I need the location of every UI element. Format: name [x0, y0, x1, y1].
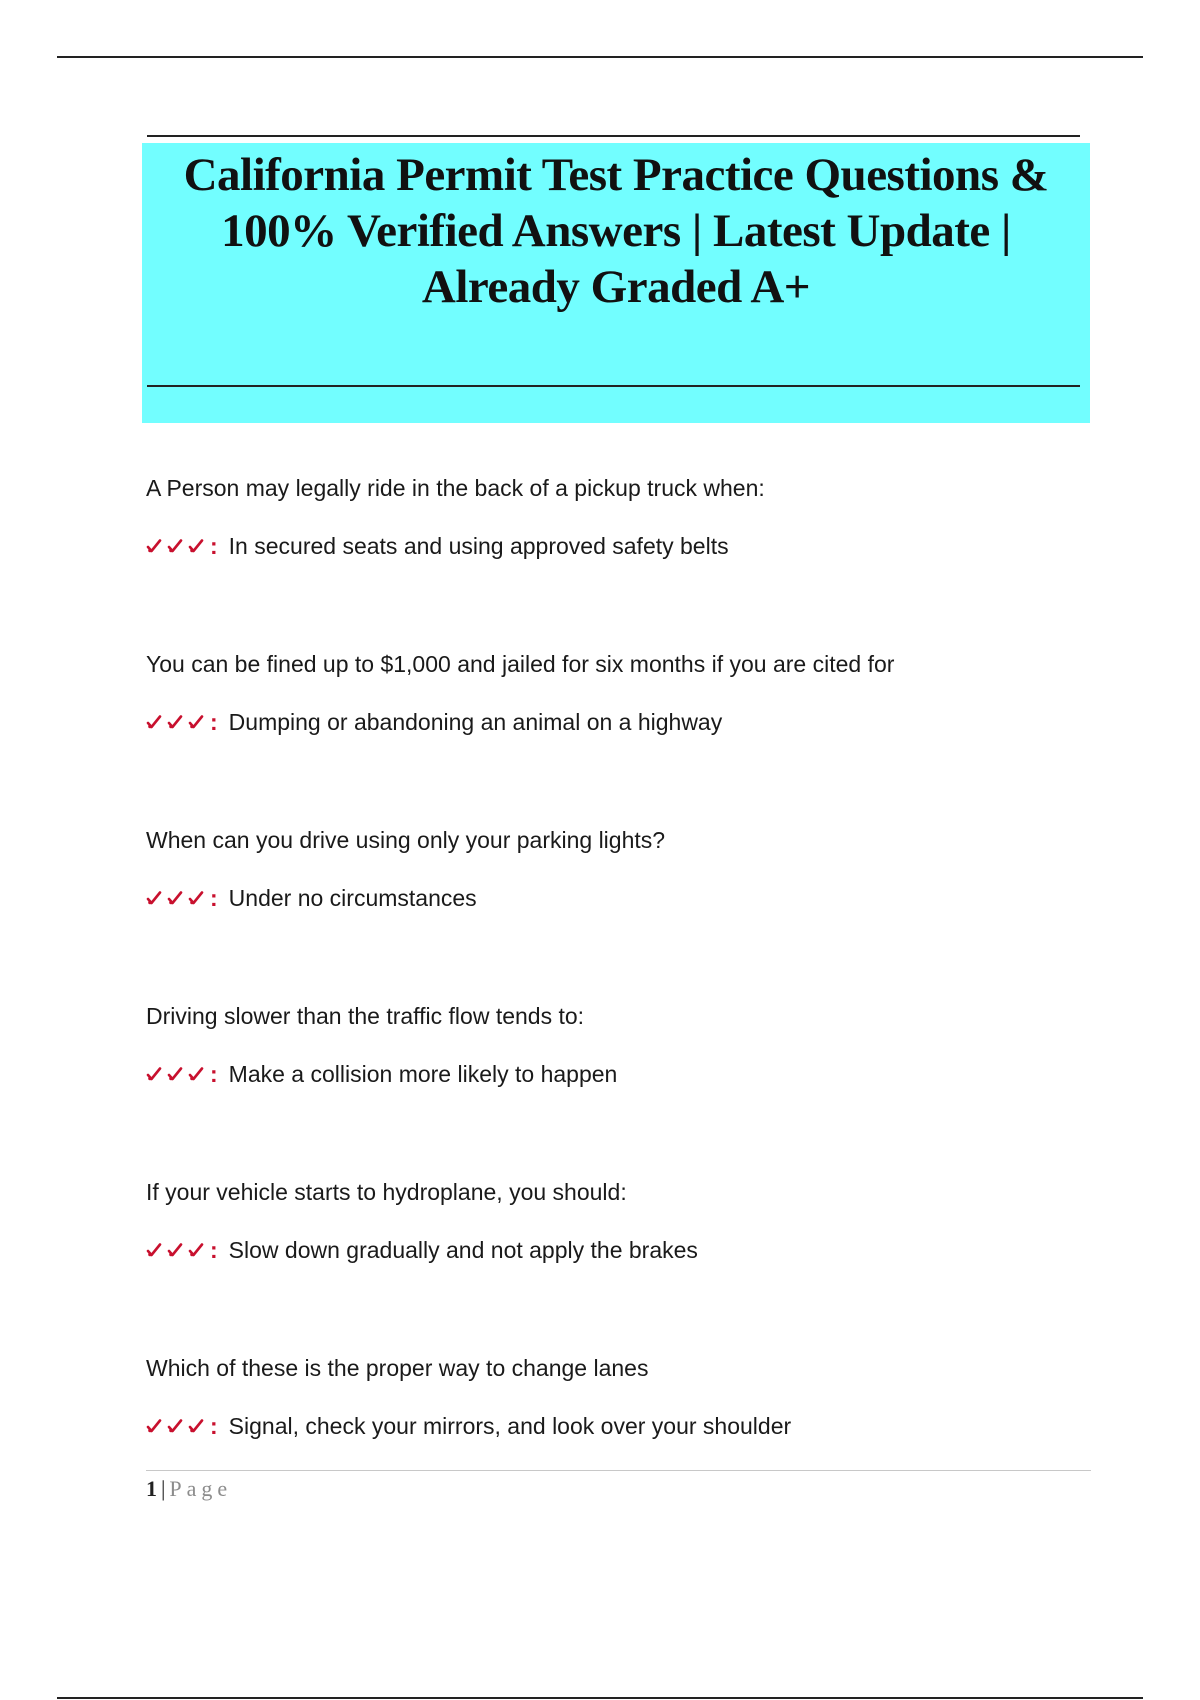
answer-colon: :	[210, 533, 218, 559]
question-text: When can you drive using only your parking lights?	[146, 827, 666, 853]
red-check-marks-icon	[146, 538, 204, 554]
answer-row	[146, 1058, 617, 1090]
header-rule	[147, 135, 1080, 137]
page-footer	[146, 1474, 232, 1504]
title-banner	[142, 143, 1090, 423]
check-mark-icon	[188, 890, 204, 906]
red-check-marks-icon	[146, 714, 204, 730]
qa-item	[146, 1176, 1096, 1352]
question-text: Driving slower than the traffic flow tends to:	[146, 1003, 585, 1029]
document-title: California Permit Test Practice Questions & 100% Verified Answers | Latest Update | Already Graded A+	[183, 149, 1049, 313]
answer-row	[146, 882, 477, 914]
answer-text: Slow down gradually and not apply the brakes	[228, 1237, 698, 1263]
answer-colon: :	[210, 885, 218, 911]
qa-list	[146, 472, 1096, 1528]
check-mark-icon	[167, 1242, 183, 1258]
check-mark-icon	[167, 1066, 183, 1082]
question-text: If your vehicle starts to hydroplane, you should:	[146, 1179, 627, 1205]
answer-text: Make a collision more likely to happen	[228, 1061, 618, 1087]
check-mark-icon	[167, 890, 183, 906]
answer-text: Under no circumstances	[228, 885, 477, 911]
qa-item	[146, 472, 1096, 648]
question-text: You can be fined up to $1,000 and jailed for six months if you are cited for	[146, 651, 895, 677]
qa-item	[146, 1352, 1096, 1528]
page-top-rule	[57, 56, 1143, 58]
check-mark-icon	[188, 1418, 204, 1434]
check-mark-icon	[146, 890, 162, 906]
check-mark-icon	[167, 714, 183, 730]
qa-item	[146, 1000, 1096, 1176]
check-mark-icon	[188, 1242, 204, 1258]
answer-row	[146, 706, 722, 738]
check-mark-icon	[146, 538, 162, 554]
check-mark-icon	[188, 714, 204, 730]
answer-colon: :	[210, 1413, 218, 1439]
red-check-marks-icon	[146, 1066, 204, 1082]
check-mark-icon	[146, 714, 162, 730]
question-text: Which of these is the proper way to change lanes	[146, 1355, 649, 1381]
page-label: Page	[169, 1476, 233, 1501]
check-mark-icon	[146, 1418, 162, 1434]
check-mark-icon	[146, 1242, 162, 1258]
check-mark-icon	[188, 538, 204, 554]
check-mark-icon	[188, 1066, 204, 1082]
footer-separator: |	[161, 1476, 166, 1501]
question-text: A Person may legally ride in the back of a pickup truck when:	[146, 475, 765, 501]
answer-row	[146, 530, 729, 562]
answer-colon: :	[210, 709, 218, 735]
answer-row	[146, 1234, 698, 1266]
answer-colon: :	[210, 1061, 218, 1087]
qa-item	[146, 648, 1096, 824]
qa-item	[146, 824, 1096, 1000]
red-check-marks-icon	[146, 890, 204, 906]
check-mark-icon	[167, 538, 183, 554]
answer-colon: :	[210, 1237, 218, 1263]
red-check-marks-icon	[146, 1418, 204, 1434]
check-mark-icon	[167, 1418, 183, 1434]
check-mark-icon	[146, 1066, 162, 1082]
page-number: 1	[146, 1476, 157, 1501]
answer-text: Dumping or abandoning an animal on a highway	[228, 709, 723, 735]
answer-text: In secured seats and using approved safety belts	[228, 533, 729, 559]
page-bottom-rule	[57, 1697, 1143, 1699]
title-rule	[147, 385, 1080, 387]
red-check-marks-icon	[146, 1242, 204, 1258]
answer-row	[146, 1410, 791, 1442]
answer-text: Signal, check your mirrors, and look over your shoulder	[228, 1413, 792, 1439]
footer-rule	[146, 1470, 1091, 1471]
